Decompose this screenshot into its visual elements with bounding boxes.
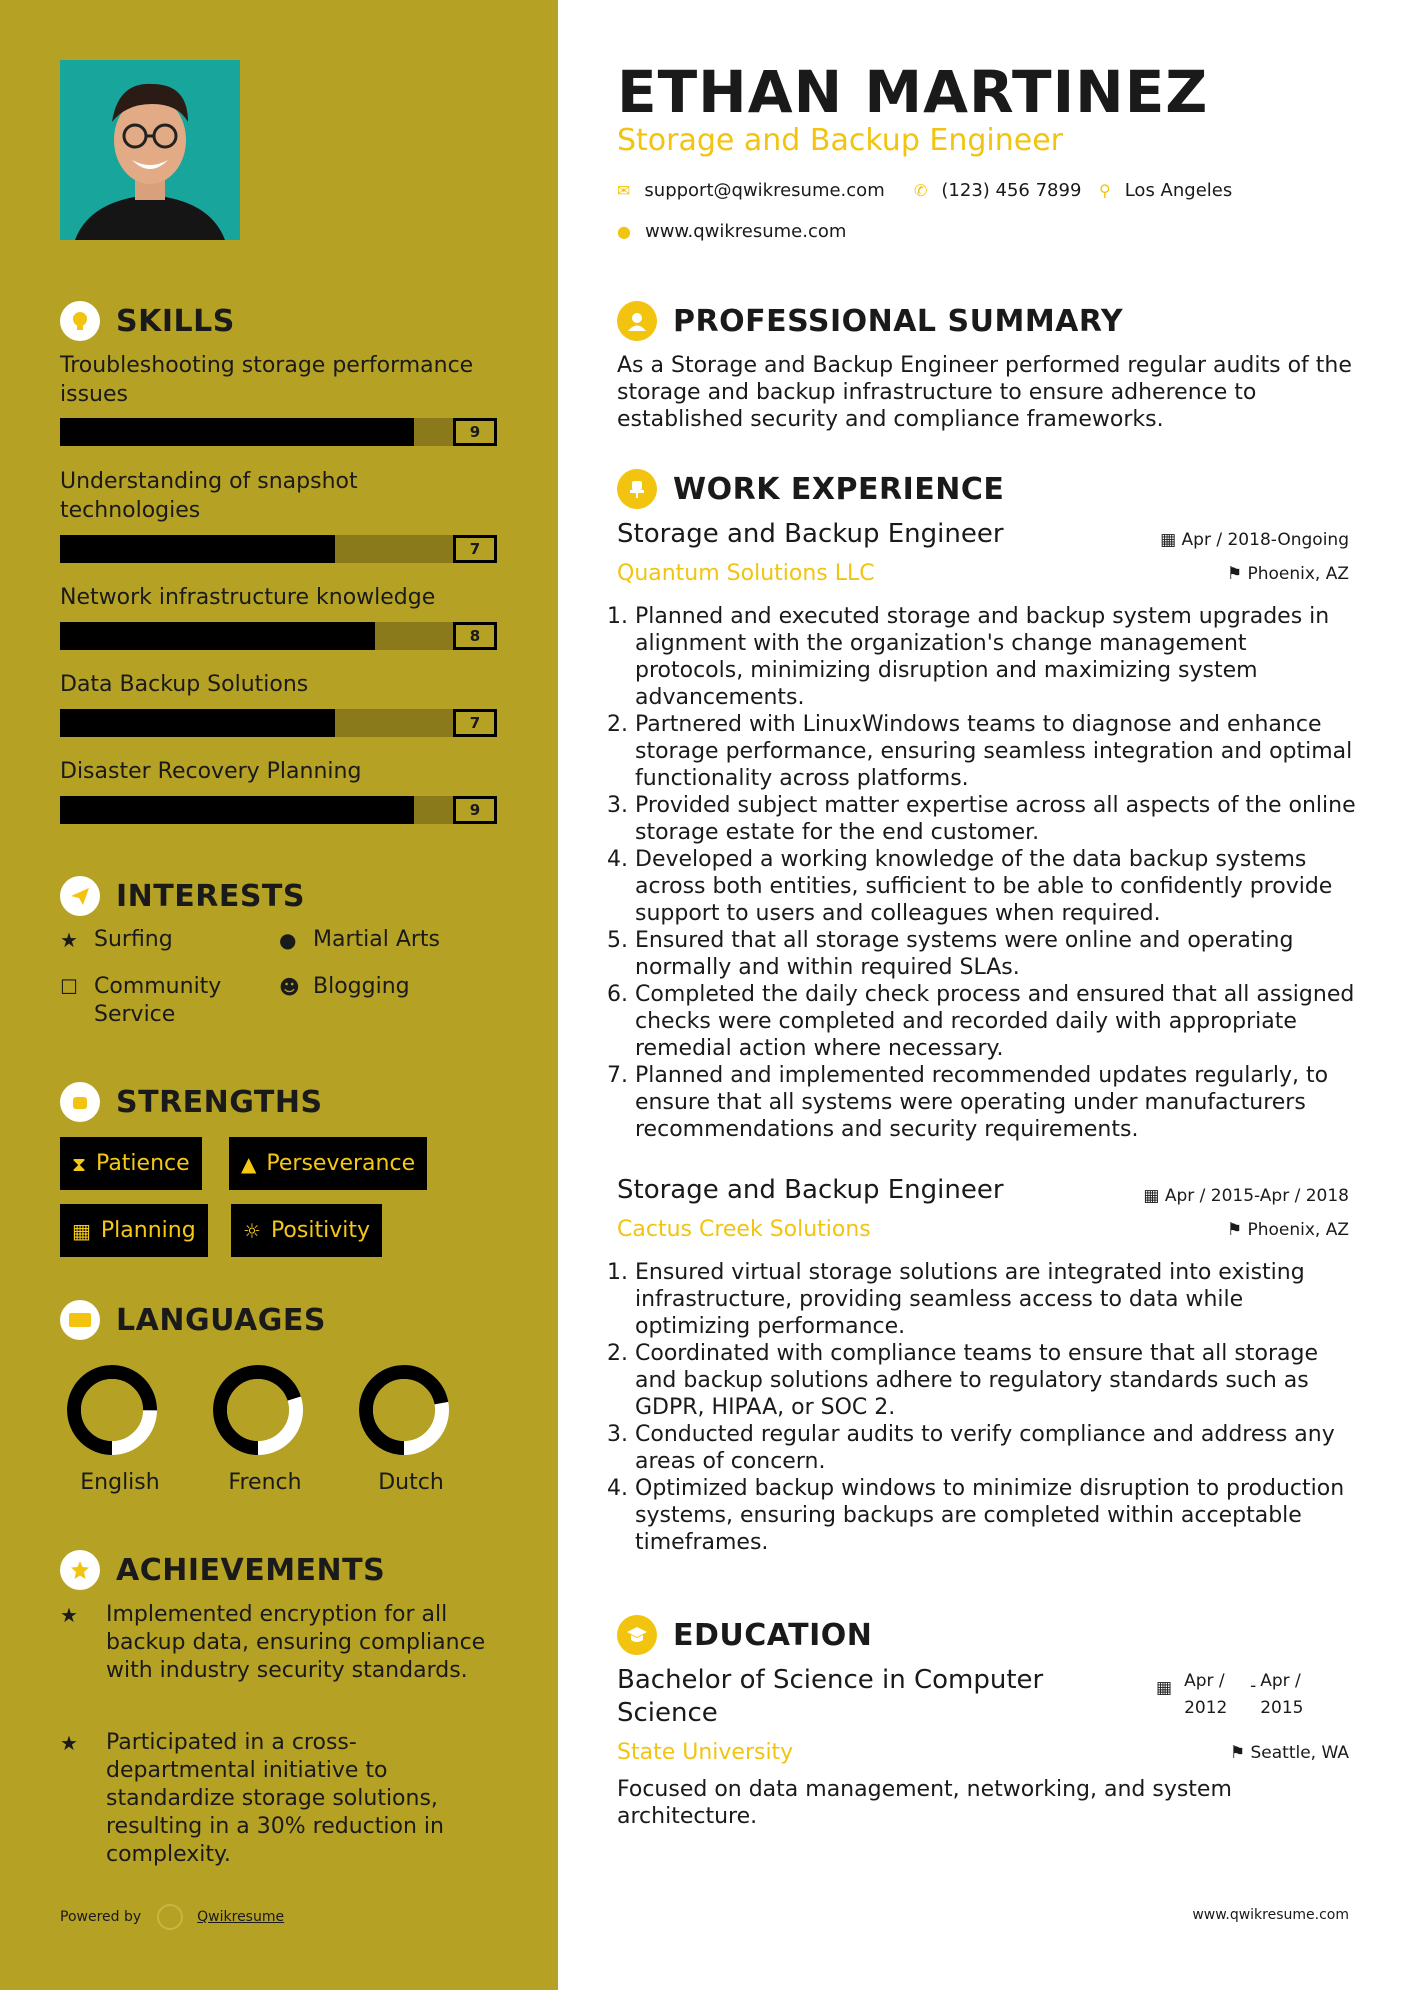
skill-bar-fill bbox=[60, 418, 414, 446]
job-date: ▦ Apr / 2018-Ongoing bbox=[1160, 530, 1349, 550]
section-title: INTERESTS bbox=[116, 878, 305, 914]
powered-by-label: Powered by bbox=[60, 1909, 142, 1925]
interest-label: Surfing bbox=[94, 927, 173, 952]
candidate-name: ETHAN MARTINEZ bbox=[617, 58, 1209, 126]
skill-level: 9 bbox=[453, 796, 497, 824]
language-name: Dutch bbox=[378, 1470, 444, 1495]
languages-heading bbox=[60, 1300, 326, 1340]
skill-level: 9 bbox=[453, 418, 497, 446]
skill-bar-fill bbox=[60, 622, 375, 650]
graduation-cap-icon bbox=[617, 1615, 657, 1655]
road-icon: ▲ bbox=[241, 1151, 257, 1176]
skill-level: 7 bbox=[453, 709, 497, 737]
achievement-text: Participated in a cross-departmental initiative to standardize storage solutions, resulting in a 30% reduction in complexity. bbox=[106, 1730, 444, 1867]
strength-label: Planning bbox=[100, 1218, 196, 1243]
pin-icon: ⚑ bbox=[1229, 1743, 1251, 1763]
candidate-title: Storage and Backup Engineer bbox=[617, 123, 1064, 158]
edu-start: Apr / 2012 bbox=[1184, 1671, 1228, 1718]
list-item: 2. Partnered with LinuxWindows teams to diagnose and enhance storage performance, ensuring seamless integration and optimal functionality across platforms. bbox=[635, 711, 1360, 792]
edu-end: Apr / 2015 bbox=[1260, 1671, 1304, 1718]
contact-email[interactable] bbox=[617, 180, 885, 201]
skill-name: Disaster Recovery Planning bbox=[60, 759, 362, 784]
strength-chip bbox=[60, 1204, 208, 1257]
list-item: 6. Completed the daily check process and ensured that all assigned checks were completed and recorded daily with appropriate remedial action where necessary. bbox=[635, 981, 1360, 1062]
footer-website[interactable]: www.qwikresume.com bbox=[1192, 1907, 1349, 1923]
skill-bar bbox=[60, 709, 497, 737]
section-title: SKILLS bbox=[116, 303, 235, 339]
list-item: 1. Planned and executed storage and backup system upgrades in alignment with the organization's change management protocols, minimizing disruption and maximizing system advancements. bbox=[635, 603, 1360, 711]
job-title: Storage and Backup Engineer bbox=[617, 1175, 1004, 1205]
profile-photo bbox=[60, 60, 240, 240]
location-text: Los Angeles bbox=[1124, 180, 1233, 201]
calendar-icon: ▦ bbox=[1160, 530, 1182, 550]
skills-heading bbox=[60, 301, 235, 341]
calendar-icon: ▦ bbox=[1143, 1186, 1165, 1206]
map-pin-icon: ⚲ bbox=[1099, 181, 1111, 200]
contact-website[interactable] bbox=[617, 221, 846, 242]
strength-chip bbox=[60, 1137, 202, 1190]
skill-bar-fill bbox=[60, 535, 335, 563]
interests-heading bbox=[60, 876, 305, 916]
education-location: ⚑ Seattle, WA bbox=[1229, 1743, 1349, 1763]
language-ring bbox=[57, 1355, 167, 1469]
brand-link[interactable]: Qwikresume bbox=[197, 1909, 285, 1925]
degree-title: Bachelor of Science in Computer Science bbox=[617, 1665, 1044, 1728]
education-dates bbox=[1156, 1668, 1320, 1722]
strengths-heading bbox=[60, 1082, 323, 1122]
contact-location bbox=[1099, 180, 1232, 201]
experience-heading bbox=[617, 469, 1004, 509]
lightbulb-icon bbox=[60, 301, 100, 341]
list-item: 3. Provided subject matter expertise across all aspects of the online storage estate for the end customer. bbox=[635, 792, 1360, 846]
contact-phone bbox=[914, 180, 1081, 201]
skill-bar bbox=[60, 418, 497, 446]
language-ring-center bbox=[227, 1379, 289, 1441]
strength-label: Perseverance bbox=[266, 1151, 416, 1176]
language-ring bbox=[349, 1355, 459, 1469]
skill-name: Understanding of snapshot technologies bbox=[60, 469, 358, 523]
sidebar bbox=[0, 0, 558, 1990]
list-item: 4. Developed a working knowledge of the data backup systems across both entities, sufficient to be able to confidently provide support to users and colleagues when required. bbox=[635, 846, 1360, 927]
skill-name: Data Backup Solutions bbox=[60, 672, 309, 697]
pin-icon: ⚑ bbox=[1226, 1220, 1248, 1240]
shooting-star-icon: ★ bbox=[60, 1731, 78, 1755]
chair-icon bbox=[617, 469, 657, 509]
envelope-icon: ✉ bbox=[617, 181, 631, 200]
summary-heading bbox=[617, 301, 1123, 341]
interest-item bbox=[60, 973, 260, 1029]
job-location: ⚑ Phoenix, AZ bbox=[1226, 1220, 1349, 1240]
interest-label: Community Service bbox=[94, 974, 222, 1027]
skill-bar-fill bbox=[60, 796, 414, 824]
strength-chip bbox=[229, 1137, 427, 1190]
hourglass-icon: ⧗ bbox=[72, 1151, 87, 1176]
list-item: 4. Optimized backup windows to minimize disruption to production systems, ensuring backups are completed within acceptable timeframes. bbox=[635, 1475, 1360, 1556]
job-title: Storage and Backup Engineer bbox=[617, 519, 1004, 549]
section-title: EDUCATION bbox=[673, 1617, 873, 1653]
skill-bar bbox=[60, 622, 497, 650]
phone-text: (123) 456 7899 bbox=[941, 180, 1082, 201]
strength-label: Positivity bbox=[270, 1218, 370, 1243]
strength-chip bbox=[231, 1204, 382, 1257]
list-item: 2. Coordinated with compliance teams to ensure that all storage and backup solutions adhere to regulatory standards such as GDPR, HIPAA, or SOC 2. bbox=[635, 1340, 1360, 1421]
skill-name: Network infrastructure knowledge bbox=[60, 585, 436, 610]
skill-bar bbox=[60, 796, 497, 824]
section-title: LANGUAGES bbox=[116, 1302, 326, 1338]
job-bullets bbox=[608, 1259, 1360, 1556]
paper-plane-icon bbox=[60, 876, 100, 916]
school-name: State University bbox=[617, 1740, 794, 1765]
globe-icon: ● bbox=[279, 928, 297, 952]
skill-name: Troubleshooting storage performance issues bbox=[60, 353, 474, 407]
shooting-star-icon: ★ bbox=[60, 1603, 78, 1627]
calendar-icon: ▦ bbox=[72, 1218, 91, 1243]
language-ring-center bbox=[373, 1379, 435, 1441]
language-name: English bbox=[80, 1470, 160, 1495]
job-company: Quantum Solutions LLC bbox=[617, 561, 875, 586]
job-bullets bbox=[608, 603, 1360, 1143]
email-text: support@qwikresume.com bbox=[644, 180, 885, 201]
gear-icon: ☼ bbox=[243, 1218, 261, 1243]
phone-icon: ✆ bbox=[914, 181, 928, 200]
job-date: ▦ Apr / 2015-Apr / 2018 bbox=[1143, 1186, 1349, 1206]
interest-item bbox=[60, 926, 173, 954]
user-icon bbox=[617, 301, 657, 341]
list-item: 5. Ensured that all storage systems were online and operating normally and within required SLAs. bbox=[635, 927, 1360, 981]
language-icon bbox=[60, 1300, 100, 1340]
list-item: 1. Ensured virtual storage solutions are integrated into existing infrastructure, providing seamless access to data while optimizing performance. bbox=[635, 1259, 1360, 1340]
skill-level: 8 bbox=[453, 622, 497, 650]
interest-item bbox=[279, 973, 410, 1001]
edu-dash: - bbox=[1250, 1676, 1257, 1696]
powered-by bbox=[60, 1904, 284, 1930]
achievements-heading bbox=[60, 1550, 385, 1590]
achievement-text: Implemented encryption for all backup data, ensuring compliance with industry security standards. bbox=[106, 1602, 486, 1683]
job-location: ⚑ Phoenix, AZ bbox=[1226, 564, 1349, 584]
section-title: WORK EXPERIENCE bbox=[673, 471, 1005, 507]
education-description: Focused on data management, networking, and system architecture. bbox=[617, 1777, 1232, 1829]
globe-icon: ● bbox=[617, 222, 631, 241]
summary-text: As a Storage and Backup Engineer performed regular audits of the storage and backup infrastructure to ensure adherence to established security and compliance frameworks. bbox=[617, 353, 1352, 432]
achievement-item bbox=[60, 1729, 500, 1869]
education-heading bbox=[617, 1615, 872, 1655]
list-item: 3. Conducted regular audits to verify compliance and address any areas of concern. bbox=[635, 1421, 1360, 1475]
section-title: PROFESSIONAL SUMMARY bbox=[673, 303, 1124, 339]
interest-item bbox=[279, 926, 440, 954]
language-ring bbox=[203, 1355, 313, 1469]
website-text: www.qwikresume.com bbox=[644, 221, 847, 242]
job-company: Cactus Creek Solutions bbox=[617, 1217, 871, 1242]
interest-label: Martial Arts bbox=[313, 927, 441, 952]
section-title: ACHIEVEMENTS bbox=[116, 1552, 386, 1588]
skill-level: 7 bbox=[453, 535, 497, 563]
language-name: French bbox=[228, 1470, 302, 1495]
pin-icon: ⚑ bbox=[1226, 564, 1248, 584]
section-title: STRENGTHS bbox=[116, 1084, 323, 1120]
qwikresume-logo-icon bbox=[157, 1904, 183, 1930]
skill-bar-fill bbox=[60, 709, 335, 737]
calendar-icon: ▦ bbox=[1156, 1678, 1173, 1698]
fist-icon bbox=[60, 1082, 100, 1122]
users-icon: ☻ bbox=[279, 975, 300, 999]
hand-icon: ☐ bbox=[60, 975, 78, 999]
achievement-item bbox=[60, 1601, 500, 1685]
trophy-icon bbox=[60, 1550, 100, 1590]
interest-label: Blogging bbox=[313, 974, 410, 999]
strength-label: Patience bbox=[96, 1151, 190, 1176]
skill-bar bbox=[60, 535, 497, 563]
star-icon: ★ bbox=[60, 928, 78, 952]
list-item: 7. Planned and implemented recommended updates regularly, to ensure that all systems were operating under manufacturers recommendations and security requirements. bbox=[635, 1062, 1360, 1143]
language-ring-center bbox=[81, 1379, 143, 1441]
